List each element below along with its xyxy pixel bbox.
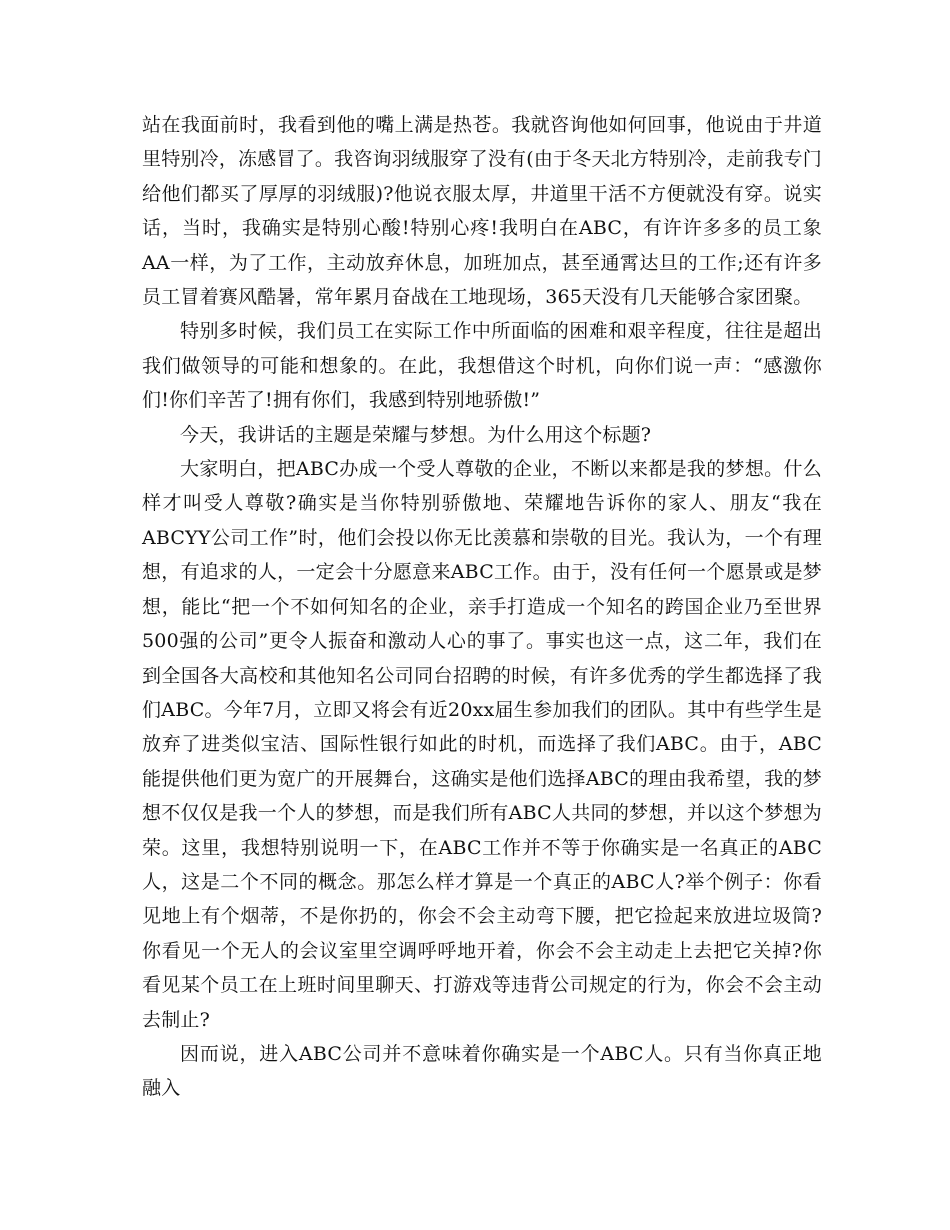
paragraph-3: 今天，我讲话的主题是荣耀与梦想。为什么用这个标题? [180, 423, 652, 446]
paragraph-2: 特别多时候，我们员工在实际工作中所面临的困难和艰辛程度，往往是超出我们做领导的可能和想象的。在此，我想借这个时机，向你们说一声：“感激你们!你们辛苦了!拥有你们，我感到特别地骄傲!” [142, 320, 822, 412]
document-page [142, 108, 822, 1106]
paragraph-5: 因而说，进入ABC公司并不意味着你确实是一个ABC人。只有当你真正地融入 [142, 1042, 822, 1100]
paragraph-1: 站在我面前时，我看到他的嘴上满是热苍。我就咨询他如何回事，他说由于井道里特别冷，冻感冒了。我咨询羽绒服穿了没有(由于冬天北方特别冷，走前我专门给他们都买了厚厚的羽绒服)?他说衣服太厚，井道里干活不方便就没有穿。说实话，当时，我确实是特别心酸!特别心疼!我明白在ABC，有许许多多的员工象AA一样，为了工作，主动放弃休息，加班加点，甚至通霄达旦的工作;还有许多员工冒着赛风酷暑，常年累月奋战在工地现场，365天没有几天能够合家团聚。 [142, 114, 822, 309]
paragraph-4: 大家明白，把ABC办成一个受人尊敬的企业，不断以来都是我的梦想。什么样才叫受人尊敬?确实是当你特别骄傲地、荣耀地告诉你的家人、朋友“我在ABCYY公司工作”时，他们会投以你无比羡慕和崇敬的目光。我认为，一个有理想，有追求的人，一定会十分愿意来ABC工作。由于，没有任何一个愿景或是梦想，能比“把一个不如何知名的企业，亲手打造成一个知名的跨国企业乃至世界500强的公司”更令人振奋和激动人心的事了。事实也这一点，这二年，我们在到全国各大高校和其他知名公司同台招聘的时候，有许多优秀的学生都选择了我们ABC。今年7月，立即又将会有近20xx届生参加我们的团队。其中有些学生是放弃了进类似宝洁、国际性银行如此的时机，而选择了我们ABC。由于，ABC能提供他们更为宽广的开展舞台，这确实是他们选择ABC的理由我希望，我的梦想不仅仅是我一个人的梦想，而是我们所有ABC人共同的梦想，并以这个梦想为荣。这里，我想特别说明一下，在ABC工作并不等于你确实是一名真正的ABC人，这是二个不同的概念。那怎么样才算是一个真正的ABC人?举个例子：你看见地上有个烟蒂，不是你扔的，你会不会主动弯下腰，把它捡起来放进垃圾筒?你看见一个无人的会议室里空调呼呼地开着，你会不会主动走上去把它关掉?你看见某个员工在上班时间里聊天、打游戏等违背公司规定的行为，你会不会主动去制止? [142, 458, 822, 1031]
